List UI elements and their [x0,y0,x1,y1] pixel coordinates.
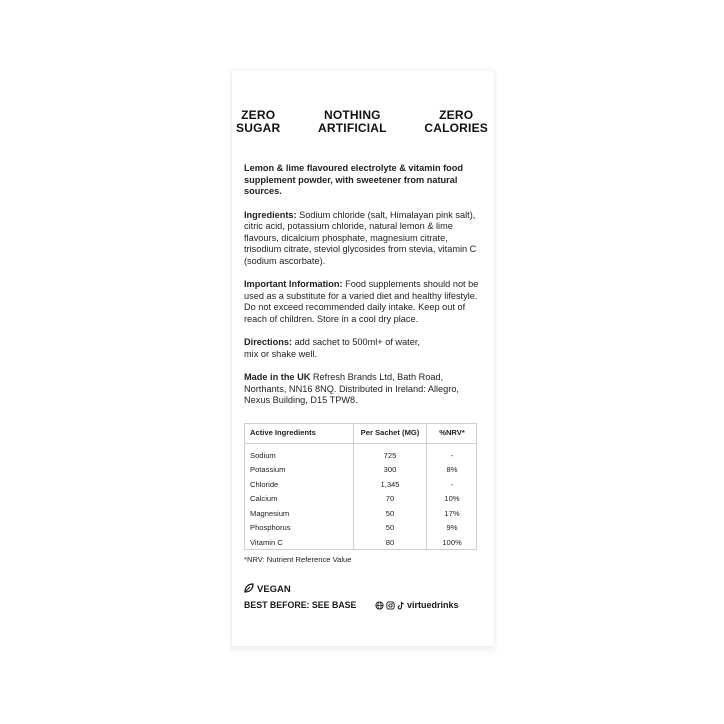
label-text [244,163,484,419]
directions-line-1: add sachet to 500ml+ of water, [294,337,420,347]
table-cell: - [450,450,454,460]
directions-label: Directions: [244,337,292,347]
table-cell: Chloride [244,477,354,492]
table-row [244,521,477,536]
made-in-section [244,372,484,407]
vegan-label: VEGAN [257,584,291,595]
claim-nothing-artificial: NOTHING ARTIFICIAL [318,108,387,135]
table-cell: Phosphorus [244,521,354,536]
table-row [244,463,477,478]
table-cell: 50 [354,506,427,521]
table-header-row [244,423,477,444]
table-cell: Calcium [244,492,354,507]
made-in-label: Made in the UK [244,372,311,382]
important-info-section [244,279,484,325]
claim-zero-sugar: ZERO SUGAR [236,108,281,135]
table-row [244,492,477,507]
table-cell: 300 [354,463,427,478]
table-cell: 70 [354,492,427,507]
globe-icon [375,601,384,610]
ingredients-section [244,210,484,268]
ingredients-text: Sodium chloride (salt, Himalayan pink salt), citric acid, potassium chloride, natural lemon & lime flavours, dicalcium phosphate, magnesium citrate, trisodium citrate, steviol glycosides from stevia, vitamin C (sodium ascorbate). [244,209,477,266]
product-claims [236,109,488,135]
table-cell: 10% [444,494,460,504]
best-before-text: BEST BEFORE: SEE BASE [244,600,357,610]
product-description: Lemon & lime flavoured electrolyte & vitamin food supplement powder, with sweetener from natural sources. [244,163,464,196]
table-row [244,477,477,492]
table-cell: 8% [446,465,458,475]
table-header-cell: Active Ingredients [244,423,354,444]
nutrition-table [244,423,477,550]
directions-line-2: mix or shake well. [244,348,318,359]
directions-section [244,337,484,360]
table-cell: 17% [444,508,460,518]
vegan-badge [244,583,291,596]
nrv-footnote: *NRV: Nutrient Reference Value [244,555,352,564]
table-header-cell: Per Sachet (MG) [354,423,427,444]
social-handle-label: virtuedrinks [407,600,459,610]
table-cell: Sodium [244,444,354,463]
table-row [244,535,477,550]
claim-zero-calories: ZERO CALORIES [424,108,488,135]
table-cell: - [450,479,454,489]
table-cell: 100% [442,537,462,547]
table-cell: 725 [354,444,427,463]
table-cell: Magnesium [244,506,354,521]
instagram-icon [386,601,395,610]
social-handle [375,600,459,610]
table-cell: 50 [354,521,427,536]
table-cell: 1,345 [354,477,427,492]
table-cell: 80 [354,535,427,550]
made-in-text: Refresh Brands Ltd, Bath Road, Northants, NN16 8NQ. Distributed in Ireland: Allegro, Nexus Building, D15 TPW8. [244,372,459,405]
important-info-text: Food supplements should not be used as a substitute for a varied diet and healthy lifestyle. Do not exceed recommended daily intake. Keep out of reach of children. Store in a cool dry place. [244,279,479,324]
box-bottom-shadow [231,646,493,654]
important-info-label: Important Information: [244,279,343,289]
table-cell: Vitamin C [244,535,354,550]
table-row [244,444,477,463]
table-cell: Potassium [244,463,354,478]
table-header-cell: %NRV* [427,423,478,444]
ingredients-label: Ingredients: [244,209,297,220]
leaf-icon [244,583,254,596]
table-row [244,506,477,521]
tiktok-icon [397,601,405,610]
table-cell: 9% [446,523,458,533]
